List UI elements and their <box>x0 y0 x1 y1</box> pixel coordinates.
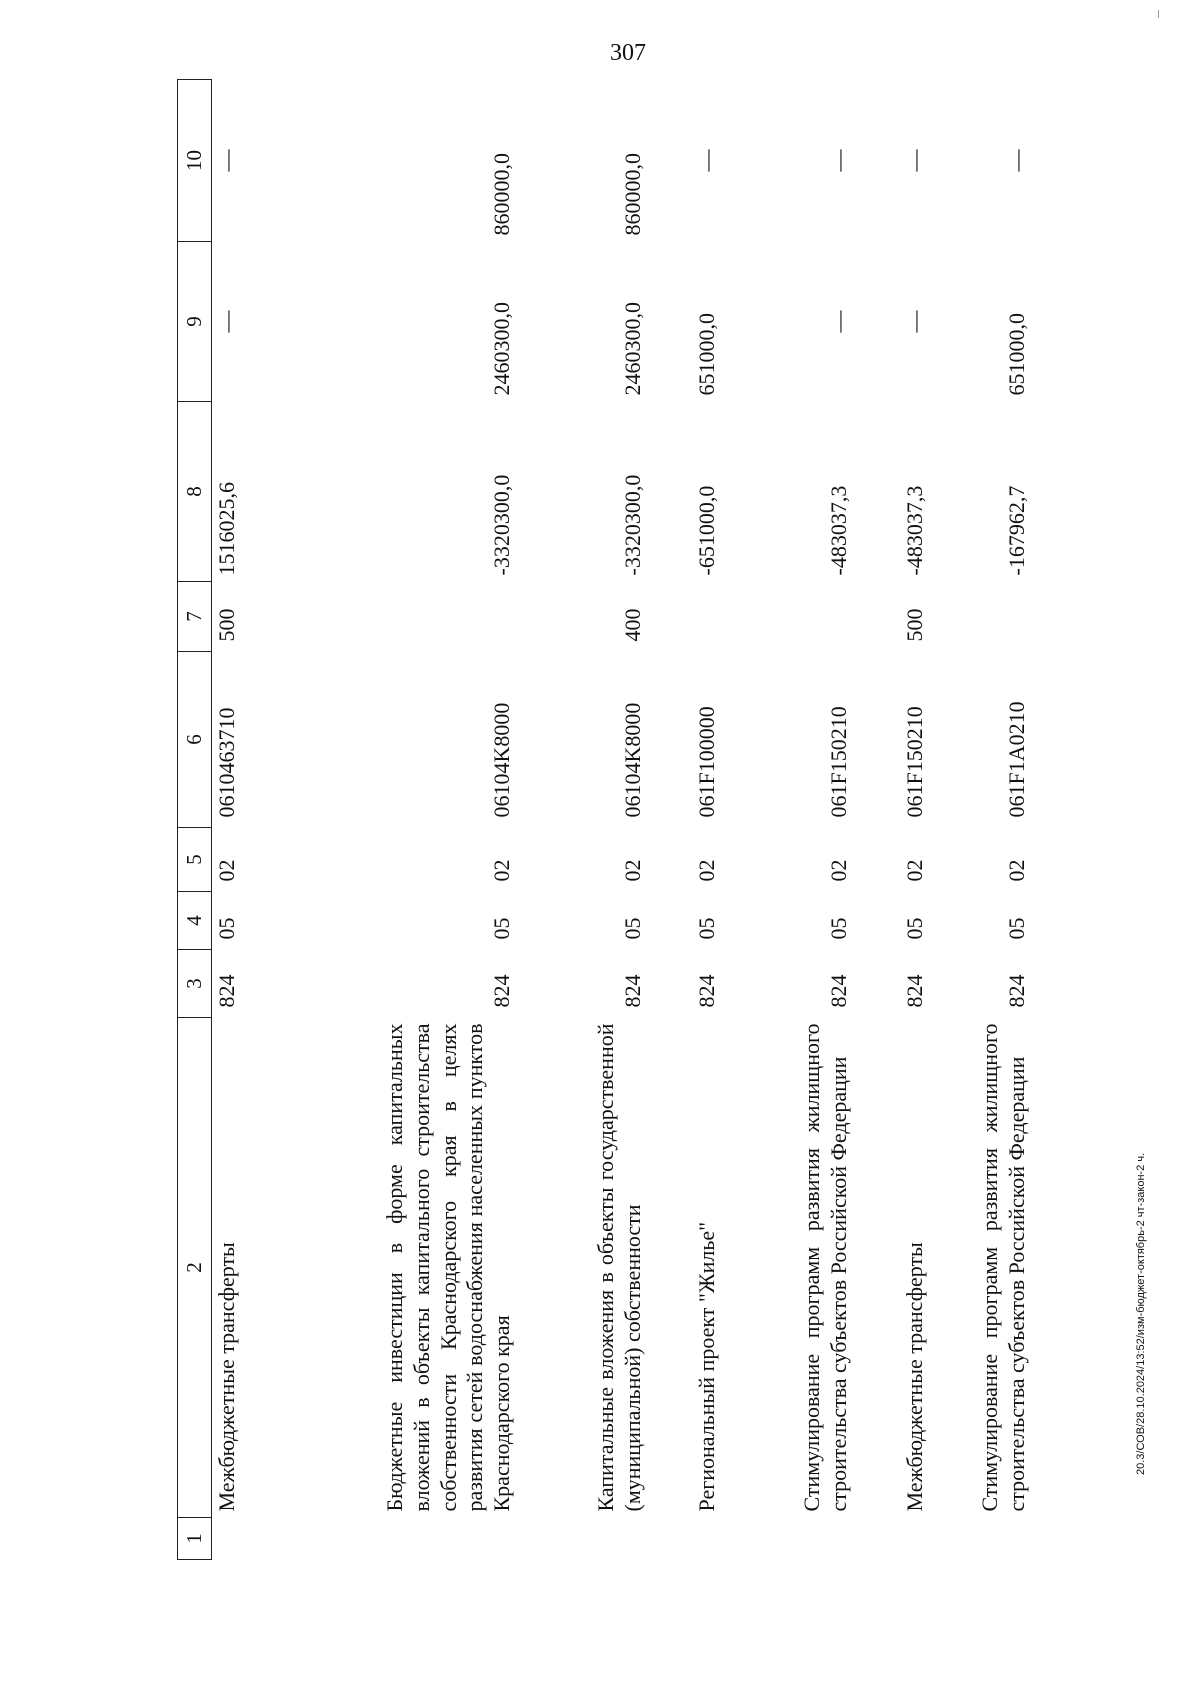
cell-expense-type <box>651 582 725 652</box>
page-number: 307 <box>610 40 646 66</box>
cell-amount-2: — <box>902 310 928 333</box>
cell-target-article: 0610463710 <box>214 707 239 818</box>
cell-amount-3: — <box>902 149 928 172</box>
cell-number <box>274 1518 520 1560</box>
cell-amount-1: -167962,7 <box>1004 485 1030 576</box>
table-body <box>212 80 1036 1560</box>
cell-number <box>212 1518 275 1560</box>
cell-expense-type <box>725 582 857 652</box>
cell-target-article: 061F1A0210 <box>1004 701 1030 818</box>
column-header-1: 1 <box>178 1518 212 1560</box>
cell-amount-1: -651000,0 <box>694 485 720 576</box>
cell-amount-3: — <box>214 149 239 172</box>
cell-amount-2: 651000,0 <box>694 313 720 396</box>
cell-section: 05 <box>694 917 720 940</box>
cell-section: 05 <box>826 917 852 940</box>
cell-department: 824 <box>694 974 720 1008</box>
column-header-10: 10 <box>178 80 212 242</box>
cell-amount-3: 860000,0 <box>489 153 515 236</box>
cell-description: Бюджетные инвестиции в форме капитальных вложений в объекты капитального строительства собственности Краснодарского края в целях развития сетей водоснабжения населенных пунктов Краснодарского края <box>381 1023 515 1512</box>
cell-description: Капитальные вложения в объекты государственной (муниципальной) собственности <box>593 1023 646 1512</box>
table-row <box>520 80 651 1560</box>
cell-department: 824 <box>826 974 852 1008</box>
column-header-2: 2 <box>178 1018 212 1518</box>
cell-target-article: 061F150210 <box>826 706 852 818</box>
cell-department: 824 <box>902 974 928 1008</box>
cell-target-article: 06104K8000 <box>489 702 515 818</box>
cell-expense-type <box>274 582 520 652</box>
table-row <box>212 80 275 1560</box>
column-header-3: 3 <box>178 950 212 1018</box>
cell-amount-2: 2460300,0 <box>489 302 515 396</box>
cell-target-article: 061F150210 <box>902 706 928 818</box>
cell-target-article: 061F100000 <box>694 706 720 818</box>
cell-amount-1: -3320300,0 <box>489 474 515 576</box>
cell-amount-3: — <box>694 149 720 172</box>
cell-subsection: 02 <box>214 859 239 882</box>
table-row <box>725 80 857 1560</box>
cell-description: Межбюджетные трансферты <box>214 1242 239 1512</box>
cell-department: 824 <box>214 974 239 1008</box>
cell-section: 05 <box>489 917 515 940</box>
cell-department: 824 <box>489 974 515 1008</box>
cell-number <box>651 1518 725 1560</box>
cell-amount-1: -483037,3 <box>826 485 852 576</box>
cell-amount-1: 1516025,6 <box>214 482 239 576</box>
cell-expense-type <box>933 582 1035 652</box>
cell-subsection: 02 <box>489 859 515 882</box>
document-footer-stamp: 20.3/СОВ/28.10.2024/13:52/изм-бюджет-октябрь-2 чт-закон-2 ч. <box>1135 1152 1147 1475</box>
table-row <box>933 80 1035 1560</box>
cell-subsection: 02 <box>826 859 852 882</box>
cell-amount-2: — <box>214 310 239 333</box>
cell-number <box>857 1518 933 1560</box>
cell-description: Региональный проект "Жилье" <box>694 1221 720 1512</box>
cell-amount-3: 860000,0 <box>620 153 646 236</box>
cell-amount-1: -3320300,0 <box>620 474 646 576</box>
column-header-6: 6 <box>178 652 212 828</box>
scan-corner-mark <box>1158 10 1159 18</box>
budget-table-container <box>177 80 1067 1560</box>
cell-number <box>933 1518 1035 1560</box>
column-header-8: 8 <box>178 402 212 582</box>
column-header-9: 9 <box>178 242 212 402</box>
cell-department: 824 <box>620 974 646 1008</box>
cell-amount-3: — <box>826 149 852 172</box>
table-row <box>274 80 520 1560</box>
cell-section: 05 <box>620 917 646 940</box>
cell-description: Межбюджетные трансферты <box>902 1242 928 1512</box>
cell-target-article: 06104K8000 <box>620 702 646 818</box>
budget-table <box>177 79 1035 1560</box>
column-header-4: 4 <box>178 892 212 950</box>
cell-number <box>520 1518 651 1560</box>
cell-amount-1: -483037,3 <box>902 485 928 576</box>
cell-section: 05 <box>902 917 928 940</box>
cell-department: 824 <box>1004 974 1030 1008</box>
cell-expense-type: 500 <box>902 608 928 642</box>
cell-amount-2: — <box>826 310 852 333</box>
cell-description: Стимулирование программ развития жилищного строительства субъектов Российской Федерации <box>799 1023 852 1512</box>
cell-subsection: 02 <box>694 859 720 882</box>
cell-expense-type: 400 <box>620 608 646 642</box>
table-header <box>178 80 212 1560</box>
cell-amount-2: 2460300,0 <box>620 302 646 396</box>
cell-expense-type: 500 <box>214 608 239 642</box>
table-row <box>857 80 933 1560</box>
column-header-7: 7 <box>178 582 212 652</box>
cell-number <box>725 1518 857 1560</box>
cell-description: Стимулирование программ развития жилищного строительства субъектов Российской Федерации <box>977 1023 1030 1512</box>
cell-subsection: 02 <box>902 859 928 882</box>
table-row <box>651 80 725 1560</box>
cell-section: 05 <box>214 917 239 940</box>
header-row <box>178 80 212 1560</box>
cell-subsection: 02 <box>620 859 646 882</box>
cell-amount-2: 651000,0 <box>1004 313 1030 396</box>
column-header-5: 5 <box>178 828 212 892</box>
cell-section: 05 <box>1004 917 1030 940</box>
cell-amount-3: — <box>1004 149 1030 172</box>
cell-subsection: 02 <box>1004 859 1030 882</box>
